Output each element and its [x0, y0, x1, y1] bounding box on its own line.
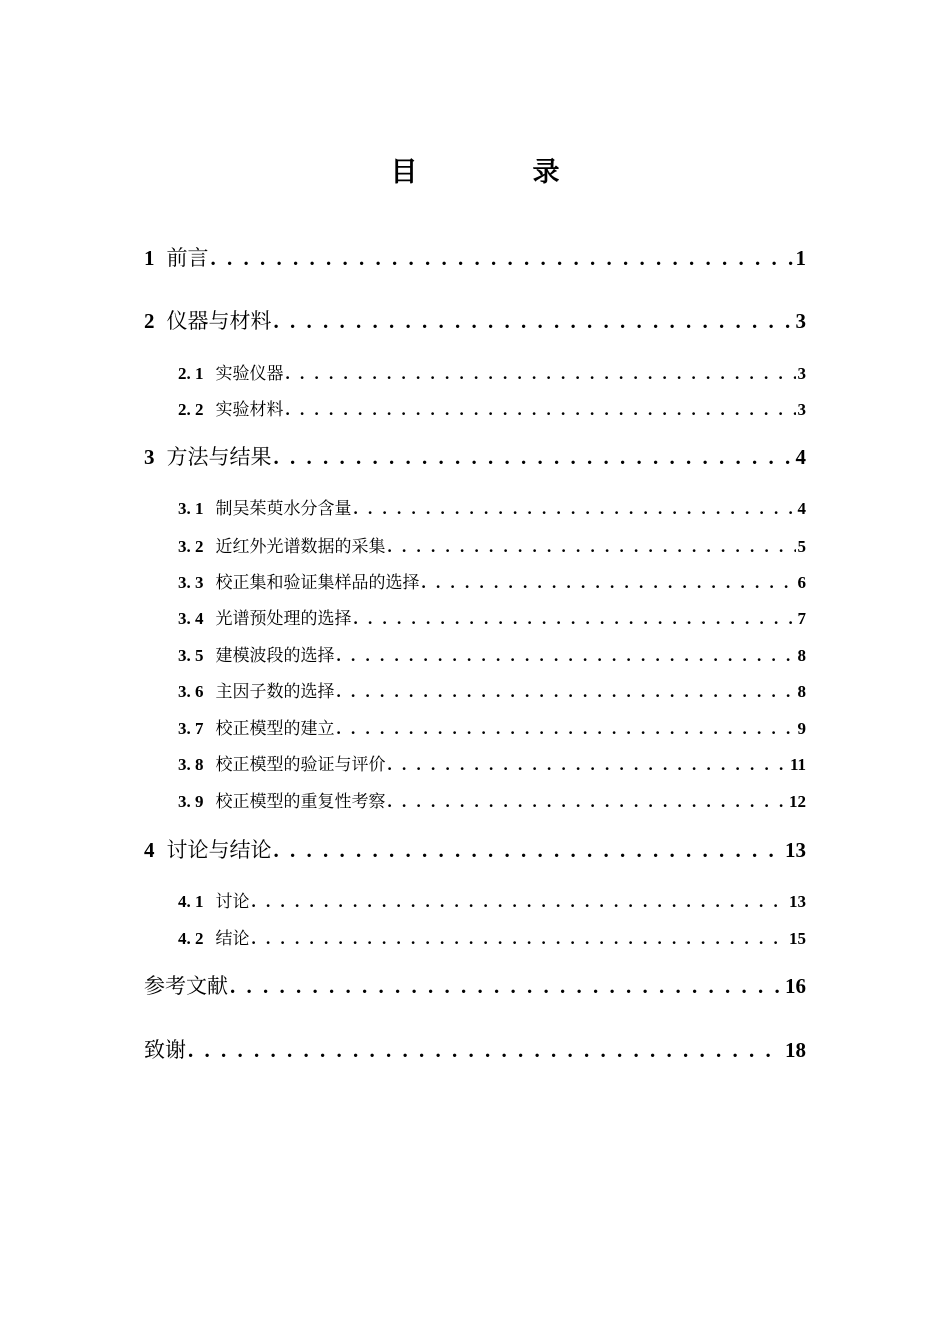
entry-number: 3. 2 — [178, 537, 204, 556]
dot-leader — [230, 974, 783, 999]
entry-page-number: 13 — [789, 892, 806, 911]
entry-page-number: 1 — [795, 246, 806, 270]
entry-number: 3. 1 — [178, 499, 204, 518]
toc-entry-3-4[interactable] — [178, 604, 806, 629]
entry-number: 4. 2 — [178, 929, 204, 948]
toc-entry-3-1[interactable] — [178, 494, 806, 519]
entry-label: 光谱预处理的选择 — [215, 609, 352, 629]
dot-leader — [286, 400, 796, 420]
entry-page-number: 7 — [797, 609, 806, 628]
entry-label: 校正模型的建立 — [215, 719, 335, 739]
dot-leader — [337, 646, 796, 666]
toc-entry-2[interactable] — [144, 305, 806, 335]
dot-leader — [388, 755, 788, 775]
entry-page-number: 13 — [785, 838, 806, 862]
entry-number: 2. 2 — [178, 400, 204, 419]
entry-label: 实验仪器 — [215, 364, 284, 384]
toc-entry-4-2[interactable] — [178, 924, 806, 949]
toc-entry-references[interactable] — [144, 970, 806, 1000]
entry-label: 结论 — [215, 929, 250, 949]
entry-number: 3. 9 — [178, 792, 204, 811]
dot-leader — [211, 246, 794, 271]
dot-leader — [388, 792, 788, 812]
entry-number: 3. 3 — [178, 573, 204, 592]
entry-page-number: 8 — [797, 646, 806, 665]
toc-title: 目 录 — [390, 157, 604, 188]
entry-label: 校正模型的验证与评价 — [215, 755, 386, 775]
dot-leader — [354, 499, 796, 519]
entry-label: 致谢 — [144, 1038, 186, 1062]
toc-entry-3-6[interactable] — [178, 677, 806, 702]
entry-label: 实验材料 — [215, 400, 284, 420]
entry-label: 建模波段的选择 — [215, 646, 335, 666]
entry-page-number: 3 — [797, 400, 806, 419]
entry-page-number: 16 — [785, 974, 806, 998]
entry-number: 3. 4 — [178, 609, 204, 628]
entry-page-number: 4 — [795, 445, 806, 469]
toc-entry-1[interactable] — [144, 242, 806, 272]
entry-page-number: 8 — [797, 682, 806, 701]
entry-label: 校正集和验证集样品的选择 — [215, 573, 420, 593]
dot-leader — [286, 364, 796, 384]
entry-page-number: 6 — [797, 573, 806, 592]
entry-number: 2. 1 — [178, 364, 204, 383]
dot-leader — [274, 309, 794, 334]
entry-number: 2 — [144, 309, 155, 333]
entry-label: 仪器与材料 — [166, 309, 272, 333]
entry-page-number: 4 — [797, 499, 806, 518]
entry-number: 4. 1 — [178, 892, 204, 911]
dot-leader — [337, 682, 796, 702]
entry-page-number: 15 — [789, 929, 806, 948]
entry-number: 1 — [144, 246, 155, 270]
toc-entry-3-2[interactable] — [178, 532, 806, 557]
entry-label: 前言 — [166, 246, 209, 270]
entry-page-number: 3 — [797, 364, 806, 383]
entry-number: 3. 5 — [178, 646, 204, 665]
toc-entry-4-1[interactable] — [178, 887, 806, 912]
toc-entry-3-9[interactable] — [178, 787, 806, 812]
dot-leader — [252, 929, 788, 949]
entry-page-number: 11 — [789, 755, 806, 774]
dot-leader — [354, 609, 796, 629]
entry-page-number: 18 — [785, 1038, 806, 1062]
entry-label: 参考文献 — [144, 974, 228, 998]
entry-page-number: 12 — [789, 792, 806, 811]
toc-entry-3-7[interactable] — [178, 714, 806, 739]
entry-label: 近红外光谱数据的采集 — [215, 537, 386, 557]
dot-leader — [188, 1038, 783, 1063]
entry-page-number: 5 — [797, 537, 806, 556]
entry-label: 讨论与结论 — [166, 838, 272, 862]
entry-page-number: 3 — [795, 309, 806, 333]
toc-entry-3-5[interactable] — [178, 641, 806, 666]
entry-number: 3. 8 — [178, 755, 204, 774]
toc-entry-3-3[interactable] — [178, 568, 806, 593]
toc-entry-2-1[interactable] — [178, 359, 806, 384]
dot-leader — [274, 838, 784, 863]
entry-number: 4 — [144, 838, 155, 862]
dot-leader — [422, 573, 796, 593]
dot-leader — [337, 719, 796, 739]
entry-label: 制吴茱萸水分含量 — [215, 499, 352, 519]
entry-number: 3. 6 — [178, 682, 204, 701]
toc-entry-2-2[interactable] — [178, 395, 806, 420]
dot-leader — [388, 537, 796, 557]
entry-label: 方法与结果 — [166, 445, 272, 469]
entry-number: 3. 7 — [178, 719, 204, 738]
toc-entry-3[interactable] — [144, 441, 806, 471]
toc-entry-3-8[interactable] — [178, 750, 806, 775]
entry-label: 主因子数的选择 — [215, 682, 335, 702]
entry-label: 讨论 — [215, 892, 250, 912]
toc-entry-4[interactable] — [144, 834, 806, 864]
toc-entry-acknowledgements[interactable] — [144, 1034, 806, 1064]
entry-label: 校正模型的重复性考察 — [215, 792, 386, 812]
entry-page-number: 9 — [797, 719, 806, 738]
dot-leader — [252, 892, 788, 912]
entry-number: 3 — [144, 445, 155, 469]
dot-leader — [274, 445, 794, 470]
